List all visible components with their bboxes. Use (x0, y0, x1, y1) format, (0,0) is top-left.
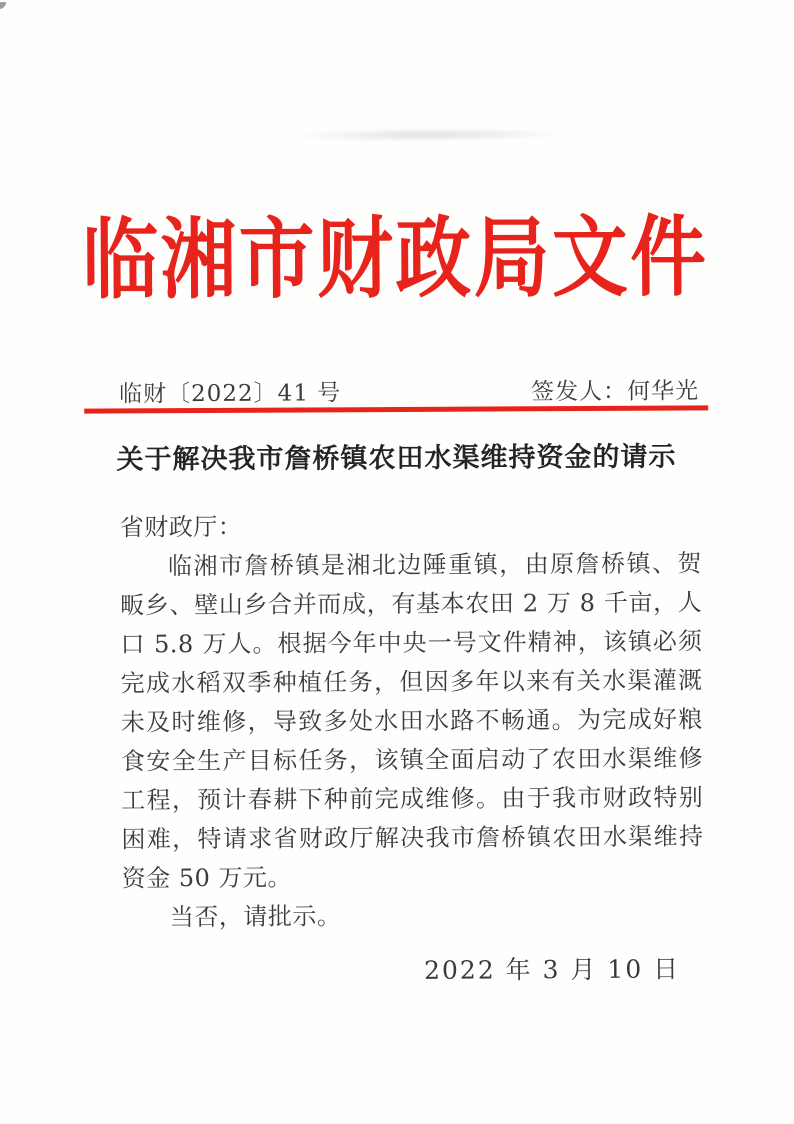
agency-letterhead-title: 临湘市财政局文件 (82, 204, 709, 312)
document-number: 临财〔2022〕41 号 (119, 380, 342, 408)
body-paragraph: 临湘市詹桥镇是湘北边陲重镇，由原詹桥镇、贺畈乡、壁山乡合并而成，有基本农田 2 万 8 千亩，人口 5.8 万人。根据今年中央一号文件精神，该镇必须完成水稻双季种植任务，但因多年以来有关水渠灌溉未及时维修，导致多处水田水路不畅通。为完成好粮食安全生产目标任务，该镇全面启动了农田水渠维修工程，预计春耕下种前完成维修。由于我市财政特别困难，特请求省财政厅解决我市詹桥镇农田水渠维持资金 50 万元。 (120, 549, 704, 893)
issuer-name: 签发人：何华光 (531, 378, 700, 406)
document-subject-title: 关于解决我市詹桥镇农田水渠维持资金的请示 (116, 441, 677, 476)
body-paragraph: 当否，请批示。 (169, 902, 342, 932)
body-paragraph: 省财政厅： (119, 512, 243, 542)
document-body (120, 505, 704, 937)
scan-smudge (288, 127, 568, 142)
scan-corner-mark (0, 2, 6, 9)
document-date: 2022 年 3 月 10 日 (423, 954, 681, 985)
document-meta-row (119, 372, 699, 408)
